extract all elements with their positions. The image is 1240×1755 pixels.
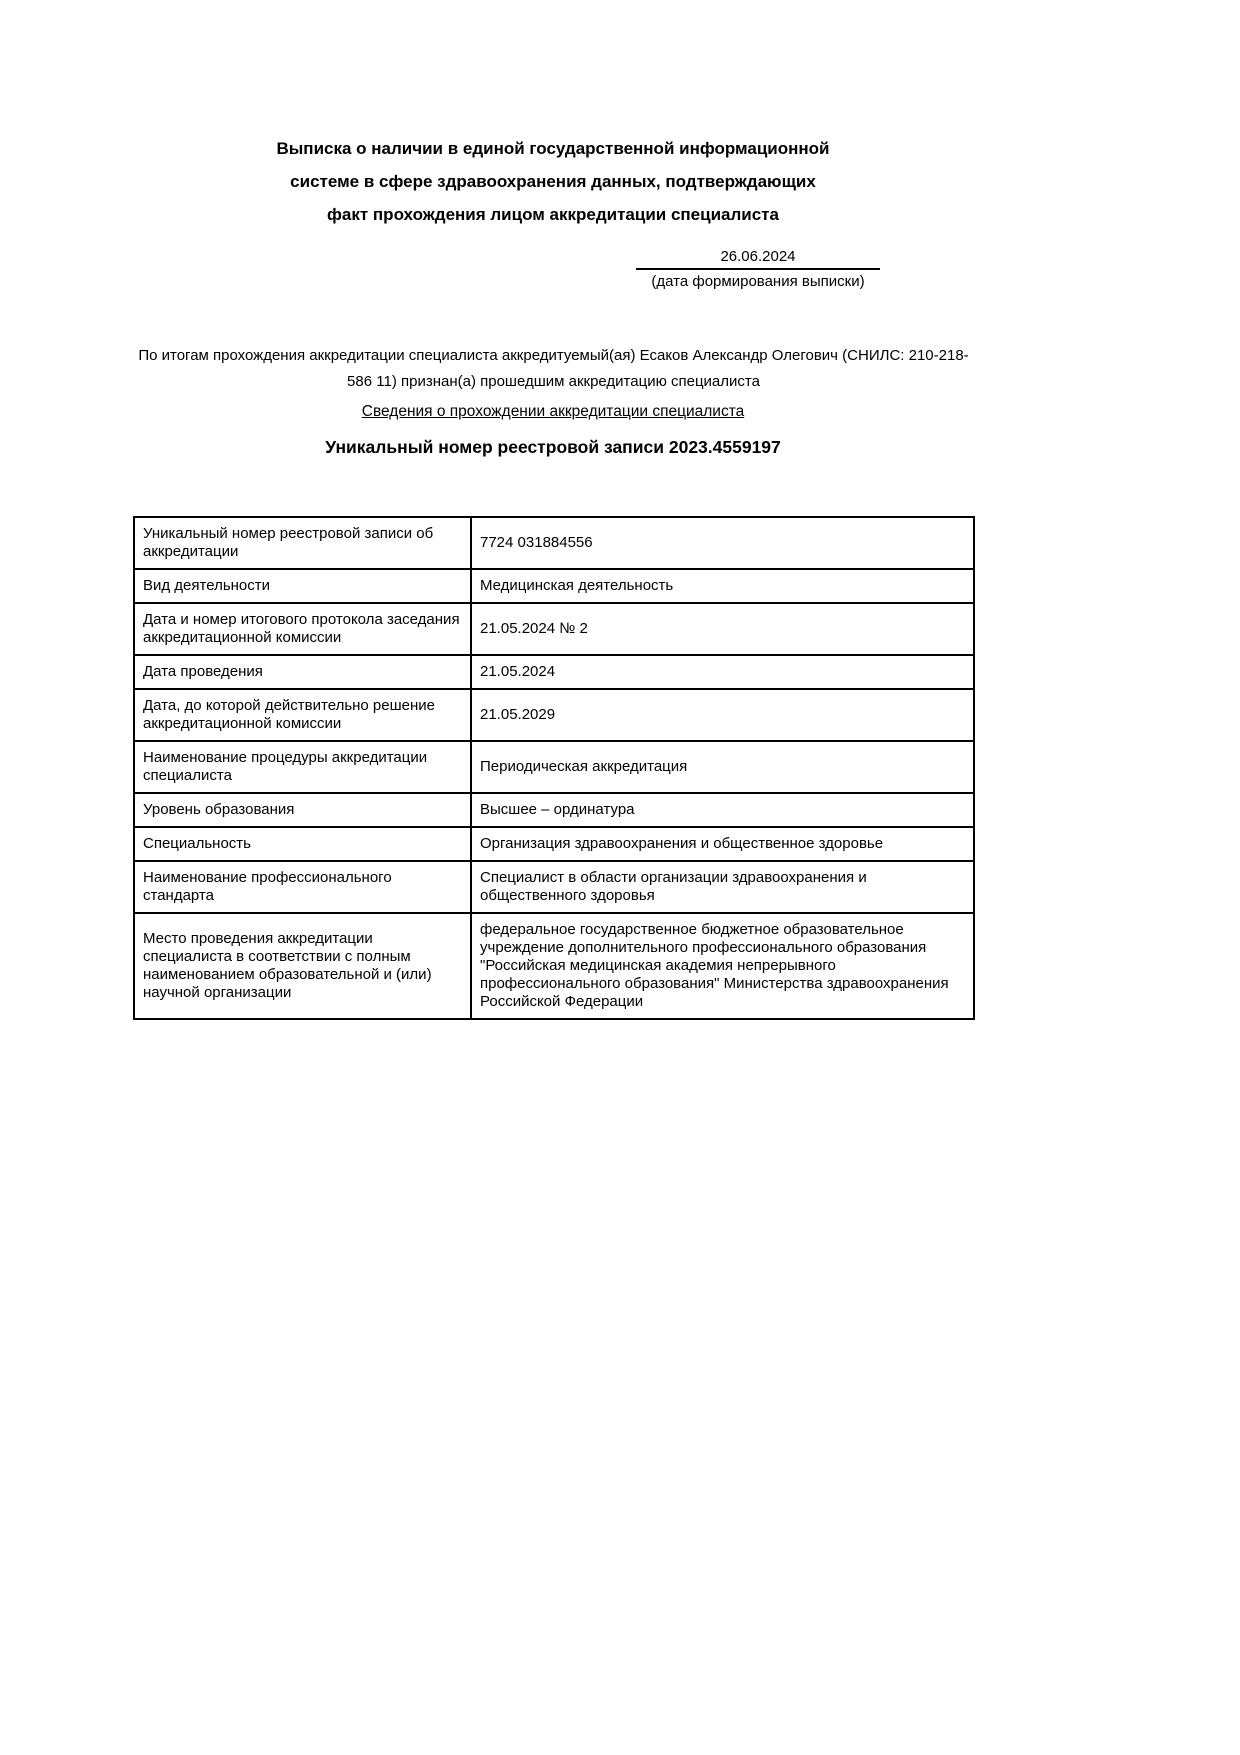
row-value: федеральное государственное бюджетное образовательное учреждение дополнительного профессионального образования "Российская медицинская академия непрерывного профессионального образования" Министерства здравоохранения Российской Федерации	[471, 913, 974, 1019]
table-row	[134, 827, 974, 861]
table-row	[134, 913, 974, 1019]
row-value: Периодическая аккредитация	[471, 741, 974, 793]
table-row	[134, 655, 974, 689]
table-row	[134, 603, 974, 655]
table-row	[134, 569, 974, 603]
accreditation-table	[133, 516, 975, 1020]
row-label: Дата, до которой действительно решение аккредитационной комиссии	[134, 689, 471, 741]
row-value: 21.05.2029	[471, 689, 974, 741]
row-label: Наименование процедуры аккредитации специалиста	[134, 741, 471, 793]
row-label: Дата проведения	[134, 655, 471, 689]
row-label: Дата и номер итогового протокола заседания аккредитационной комиссии	[134, 603, 471, 655]
row-label: Наименование профессионального стандарта	[134, 861, 471, 913]
table-row	[134, 741, 974, 793]
table-row	[134, 861, 974, 913]
row-label: Место проведения аккредитации специалиста в соответствии с полным наименованием образовательной и (или) научной организации	[134, 913, 471, 1019]
document-title: Выписка о наличии в единой государственной информационной системе в сфере здравоохранения данных, подтверждающих факт прохождения лицом аккредитации специалиста	[276, 139, 830, 224]
section-heading: Сведения о прохождении аккредитации специалиста	[361, 403, 745, 420]
row-value: 7724 031884556	[471, 517, 974, 569]
row-label: Вид деятельности	[134, 569, 471, 603]
document-content	[0, 0, 973, 1020]
date-caption: (дата формирования выписки)	[651, 273, 865, 290]
row-value: Организация здравоохранения и общественное здоровье	[471, 827, 974, 861]
table-row	[134, 689, 974, 741]
row-value: Высшее – ординатура	[471, 793, 974, 827]
row-value: Медицинская деятельность	[471, 569, 974, 603]
registry-number-heading: Уникальный номер реестровой записи 2023.4559197	[325, 437, 781, 457]
row-value: 21.05.2024	[471, 655, 974, 689]
row-label: Специальность	[134, 827, 471, 861]
row-label: Уровень образования	[134, 793, 471, 827]
table-row	[134, 793, 974, 827]
row-value: 21.05.2024 № 2	[471, 603, 974, 655]
extract-date: 26.06.2024	[636, 247, 880, 270]
table-row	[134, 517, 974, 569]
row-label: Уникальный номер реестровой записи об аккредитации	[134, 517, 471, 569]
row-value: Специалист в области организации здравоохранения и общественного здоровья	[471, 861, 974, 913]
intro-paragraph: По итогам прохождения аккредитации специалиста аккредитуемый(ая) Есаков Александр Олегович (СНИЛС: 210-218-586 11) признан(а) прошедшим аккредитацию специалиста	[138, 347, 969, 390]
date-block	[636, 247, 880, 291]
